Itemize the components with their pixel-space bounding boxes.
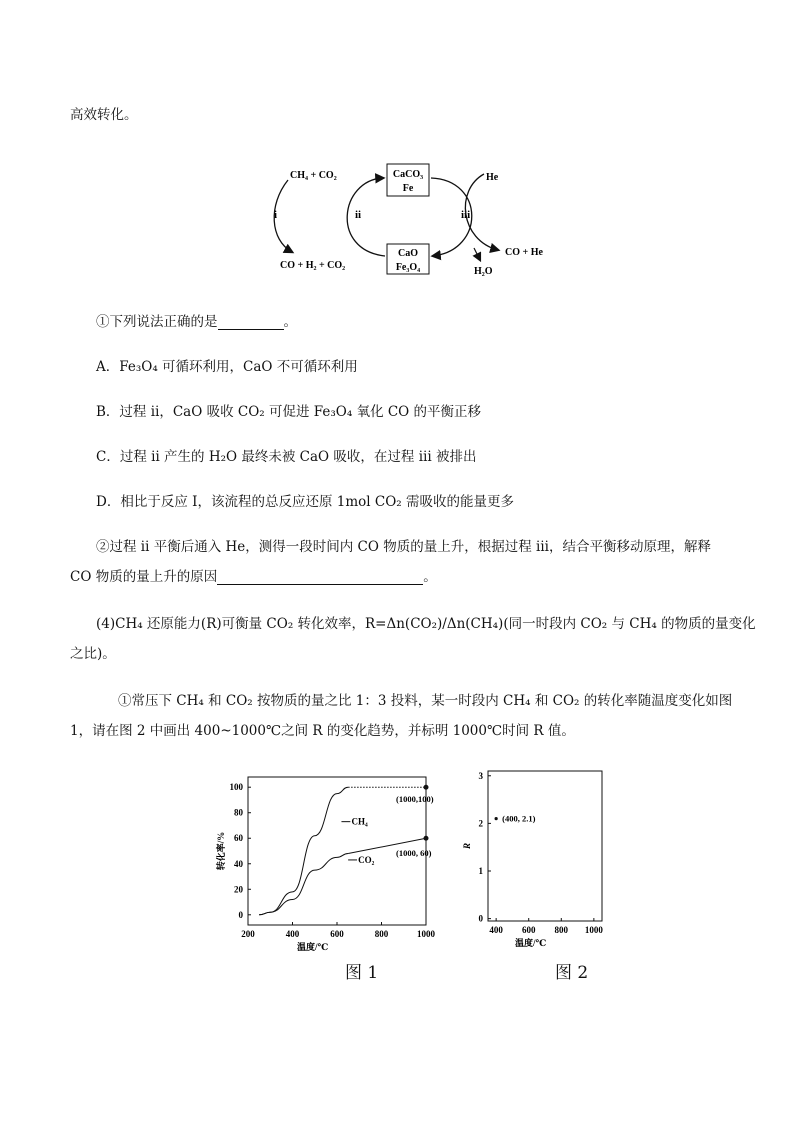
y-tick-label: 0: [478, 913, 483, 924]
q1-end: 。: [283, 314, 297, 330]
y-tick-label: 40: [234, 858, 243, 869]
y-tick-label: 20: [234, 884, 243, 895]
process-cycle-diagram: [270, 150, 555, 280]
plot-frame: [488, 771, 602, 921]
point-co2-1000: [424, 836, 429, 841]
series-co2-label: CO₂: [358, 854, 375, 865]
q2-text: CO 物质的量上升的原因: [70, 569, 218, 585]
y-tick-label: 2: [478, 818, 483, 829]
x-tick-label: 800: [554, 925, 569, 935]
answer-blank-2[interactable]: [217, 570, 423, 585]
arrow-ii: [347, 178, 385, 256]
arrow-h2o: [474, 248, 480, 260]
series-ch4-line: [259, 787, 348, 915]
y-axis-label: R: [462, 842, 472, 850]
y-tick-label: 80: [234, 807, 243, 818]
q4a-line2: 1，请在图 2 中画出 400~1000℃之间 R 的变化趋势，并标明 1000℃时间 R 值。: [70, 723, 575, 739]
x-axis-label: 温度/℃: [297, 942, 329, 952]
y-tick-label: 3: [478, 770, 483, 781]
cycle-bottom-left: CO + H₂ + CO₂: [280, 260, 346, 271]
figure-1-chart: [210, 765, 440, 955]
x-tick-label: 200: [241, 929, 255, 939]
q4-line1: (4)CH₄ 还原能力(R)可衡量 CO₂ 转化效率，R=Δn(CO₂)/Δn(CH₄)(同一时段内 CO₂ 与 CH₄ 的物质的量变化: [96, 616, 756, 632]
option-a: A．Fe₃O₄ 可循环利用，CaO 不可循环利用: [96, 359, 358, 375]
annotation-ch4: (1000,100): [396, 794, 434, 805]
answer-blank-1[interactable]: [218, 315, 284, 330]
x-tick-label: 1000: [584, 925, 603, 935]
cycle-h2o: H₂O: [474, 266, 493, 277]
q2-line2: [70, 565, 437, 585]
q4a-line1: ①常压下 CH₄ 和 CO₂ 按物质的量之比 1：3 投料，某一时段内 CH₄ 和 CO₂ 的转化率随温度变化如图: [118, 693, 733, 709]
x-tick-label: 400: [489, 925, 503, 935]
label-i: i: [274, 209, 278, 221]
box-top-line1: CaCO₃: [392, 169, 424, 180]
figure-1-caption: 图 1: [345, 963, 379, 983]
x-tick-label: 1000: [417, 929, 435, 939]
box-bot-line2: Fe₃O₄: [395, 262, 421, 273]
option-d: D．相比于反应 I，该流程的总反应还原 1mol CO₂ 需吸收的能量更多: [96, 494, 514, 510]
q2-line1: ②过程 ⅱ 平衡后通入 He，测得一段时间内 CO 物质的量上升，根据过程 ⅲ，结合平衡移动原理，解释: [96, 539, 711, 555]
option-b: B．过程 ⅱ，CaO 吸收 CO₂ 可促进 Fe₃O₄ 氧化 CO 的平衡正移: [96, 404, 482, 420]
q1-stem: ①下列说法正确的是: [96, 314, 218, 330]
label-iii: iii: [461, 209, 471, 221]
option-c: C．过程 ⅱ 产生的 H₂O 最终未被 CaO 吸收，在过程 ⅲ 被排出: [96, 449, 477, 465]
y-axis-label: 转化率/%: [216, 831, 226, 871]
arrow-he: [465, 174, 498, 250]
cycle-co-he: CO + He: [505, 247, 543, 258]
box-bot-line1: CaO: [398, 248, 418, 259]
cycle-he: He: [486, 172, 499, 183]
intro-text: 高效转化。: [70, 107, 138, 123]
y-tick-label: 0: [238, 909, 243, 920]
q2-end: 。: [423, 569, 437, 585]
cycle-top-left: CH₄ + CO₂: [290, 170, 337, 181]
y-tick-label: 60: [234, 833, 243, 844]
y-tick-label: 100: [229, 782, 243, 793]
x-tick-label: 600: [521, 925, 536, 935]
point-ch4-1000: [424, 785, 429, 790]
x-tick-label: 600: [330, 929, 344, 939]
x-axis-label: 温度/℃: [515, 938, 547, 948]
y-tick-label: 1: [478, 866, 483, 876]
annotation-point: (400, 2.1): [502, 813, 536, 824]
point-400: [495, 817, 498, 820]
series-ch4-label: CH₄: [351, 816, 368, 827]
annotation-co2: (1000, 60): [396, 848, 432, 859]
figure-2-caption: 图 2: [555, 963, 589, 983]
x-tick-label: 800: [374, 929, 389, 939]
figure-2-chart: [462, 765, 612, 955]
x-tick-label: 400: [285, 929, 300, 939]
q1-stem-line: [96, 310, 297, 330]
q4-line2: 之比)。: [70, 646, 116, 662]
label-ii: ii: [355, 209, 362, 221]
box-top-line2: Fe: [402, 183, 414, 194]
